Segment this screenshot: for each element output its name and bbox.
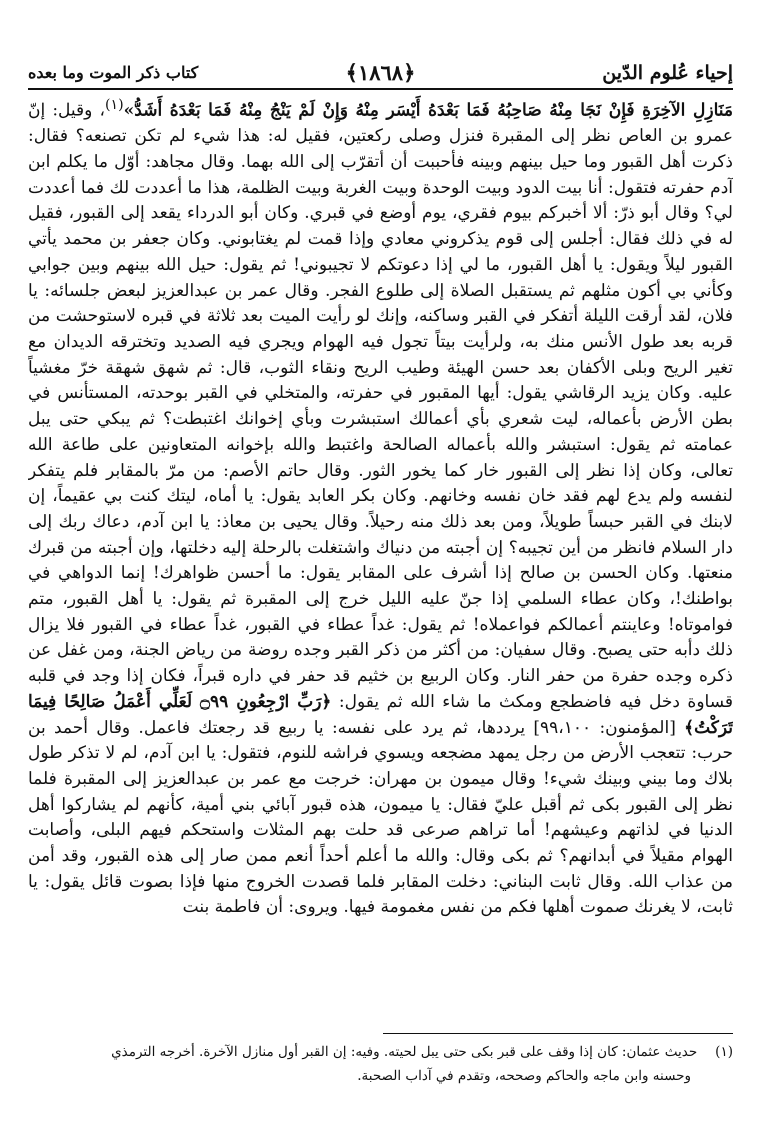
quran-verse: ﴿رَبِّ ارْجِعُونِ ۝٩٩ لَعَلِّي أَعْمَلُ صَالِحًا فِيمَا تَرَكْتُ﴾: [28, 691, 733, 738]
footnote-line-1: [28, 1040, 733, 1064]
footnote-number: (١): [715, 1044, 733, 1060]
book-title: إحياء عُلوم الدّين: [602, 62, 733, 84]
body-paragraph: [28, 93, 733, 921]
header-rule: [28, 88, 733, 90]
paragraph-2: يرددها، ثم يرد على نفسه: يا ربيع قد رجعتك فاعمل. وقال أحمد بن حرب: تتعجب الأرض من رجل يمهد مضجعه ويسوي فراشه للنوم، فتقول: يا ابن آدم، لم لا تذكر طول بلاك وما بيني وبينك شيء! وقال ميمون بن مهران: خرجت مع عمر بن عبدالعزيز إلى المقبرة فلما نظر إلى القبور بكى ثم أقبل عليّ فقال: يا ميمون، هذه قبور آبائي بني أمية، كأنهم لم يشاركوا أهل الدنيا في لذاتهم وعيشهم! أما تراهم صرعى قد حلت بهم المثلات واستحكم فيهم البلى، وأصابت الهوام مقيلاً في أبدانهم؟ ثم بكى وقال: والله ما أعلم أحداً أنعم ممن صار إلى هذه القبور، وقد أمن من عذاب الله. وقال ثابت البناني: دخلت المقابر فلما قصدت الخروج منها فإذا بصوت قائل يقول: يا ثابت، لا يغرنك صموت أهلها فكم من نفس مغمومة فيها. ويروى: أن فاطمة بنت: [28, 717, 733, 918]
verse-reference: [المؤمنون: ٩٩،١٠٠]: [533, 717, 676, 738]
footnote-text-1: حديث عثمان: كان إذا وقف على قبر بكى حتى يبل لحيته. وفيه: إن القبر أول منازل الآخرة. أخرجه الترمذي: [111, 1044, 698, 1060]
footnote-separator: [383, 1033, 733, 1034]
main-text: [28, 93, 733, 1023]
footnote: [28, 1040, 733, 1106]
page-number: ﴿١٨٦٨﴾: [345, 60, 416, 85]
footnote-line-2: وحسنه وابن ماجه والحاكم وصححه، وتقدم في آداب الصحبة.: [357, 1068, 691, 1084]
page-header: [28, 58, 733, 88]
chapter-title: كتاب ذكر الموت وما بعده: [28, 63, 199, 82]
paragraph-1: ، وقيل: إنّ عمرو بن العاص نظر إلى المقبرة فنزل وصلى ركعتين، فقيل له: هذا شيء لم تكن تصنعه؟ فقال: ذكرت أهل القبور وما حيل بينهم وبينه فأحببت أن أتقرّب إلى الله بهما. وقال مجاهد: أوّل ما يكلم ابن آدم حفرته فتقول: أنا بيت الدود وبيت الوحدة وبيت الغربة وبيت الظلمة، هذا ما أعددت لك فما أعددت لي؟ وقال أبو ذرّ: ألا أخبركم بيوم فقري، يوم أوضع في قبري. وكان أبو الدرداء يقعد إلى القبور، فقيل له في ذلك فقال: أجلس إلى قوم يذكروني معادي وإذا قمت لم يغتابوني. وكان جعفر بن محمد يأتي القبور ليلاً ويقول: يا أهل القبور، ما لي إذا دعوتكم لا تجيبوني! ثم يقول: حيل الله بينهم وبين جوابي وكأني بي أكون مثلهم ثم يستقبل الصلاة إلى طلوع الفجر. وقال عمر بن عبدالعزيز لبعض جلسائه: يا فلان، لقد أرقت الليلة أتفكر في القبر وساكنه، وإنك لو رأيت الميت بعد ثلاثة في قبره لاستوحشت من قربه بعد طول الأنس منك به، ولرأيت بيتاً تجول فيه الهوام ويجري فيه الصديد وتخترقه الديدان مع تغير الريح وبلى الأكفان بعد حسن الهيئة وطيب الريح ونقاء الثوب، قال: ثم شهق شهقة خرّ مغشياً عليه. وكان يزيد الرقاشي يقول: أيها المقبور في حفرته، والمتخلي في القبر بوحدته، المستأنس في بطن الأرض بأعماله، ليت شعري بأي أعمالك استبشرت وبأي إخوانك اغتبطت؟ ثم يبكي حتى يبل عمامته ثم يقول: استبشر والله بأعماله الصالحة واغتبط والله بإخوانه المتعاونين على طاعة الله تعالى، وكان إذا نظر إلى القبور خار كما يخور الثور. وقال حاتم الأصم: من مرّ بالمقابر فلم يتفكر لنفسه ولم يدع لهم فقد خان نفسه وخانهم. وكان بكر العابد يقول: يا أماه، ليتك كنت بي عقيماً، إن لابنك في القبر حبساً طويلاً، ومن بعد ذلك منه رحيلاً. وقال يحيى بن معاذ: يا ابن آدم، دعاك ربك إلى دار السلام فانظر من أين تجيبه؟ إن أجبته من دنياك واشتغلت بالرحلة إليه دخلتها، وإن أجبته من قبرك منعتها. وكان الحسن بن صالح إذا أشرف على المقابر يقول: ما أحسن ظواهرك! إنما الدواهي في بواطنك!، وكان عطاء السلمي إذا جنّ عليه الليل خرج إلى المقبرة ثم يقول: يا أهل القبور، متم فواموتاه! وعاينتم أعمالكم فواعملاه! ثم يقول: غداً عطاء في القبور، غداً عطاء في القبور فلا يزال ذلك دأبه حتى يصبح. وقال سفيان: من أكثر من ذكر القبر وجده روضة من رياض الجنة، ومن غفل عن ذكره وجده حفرة من حفر النار. وكان الربيع بن خثيم قد حفر في داره قبراً، فكان إذا وجد في قلبه قساوة دخل فيه فاضطجع ومكث ما شاء الله ثم يقول:: [28, 100, 733, 712]
footnote-marker: (١): [104, 97, 124, 113]
verse-opening: مَنَازِلِ الآخِرَةِ فَإِنْ نَجَا مِنْهُ صَاحِبُهُ فَمَا بَعْدَهُ أَيْسَر مِنْهُ وَإِنْ لَمْ يَنْجُ مِنْهُ فَمَا بَعْدَهُ أَشَدُّ»: [123, 100, 733, 121]
